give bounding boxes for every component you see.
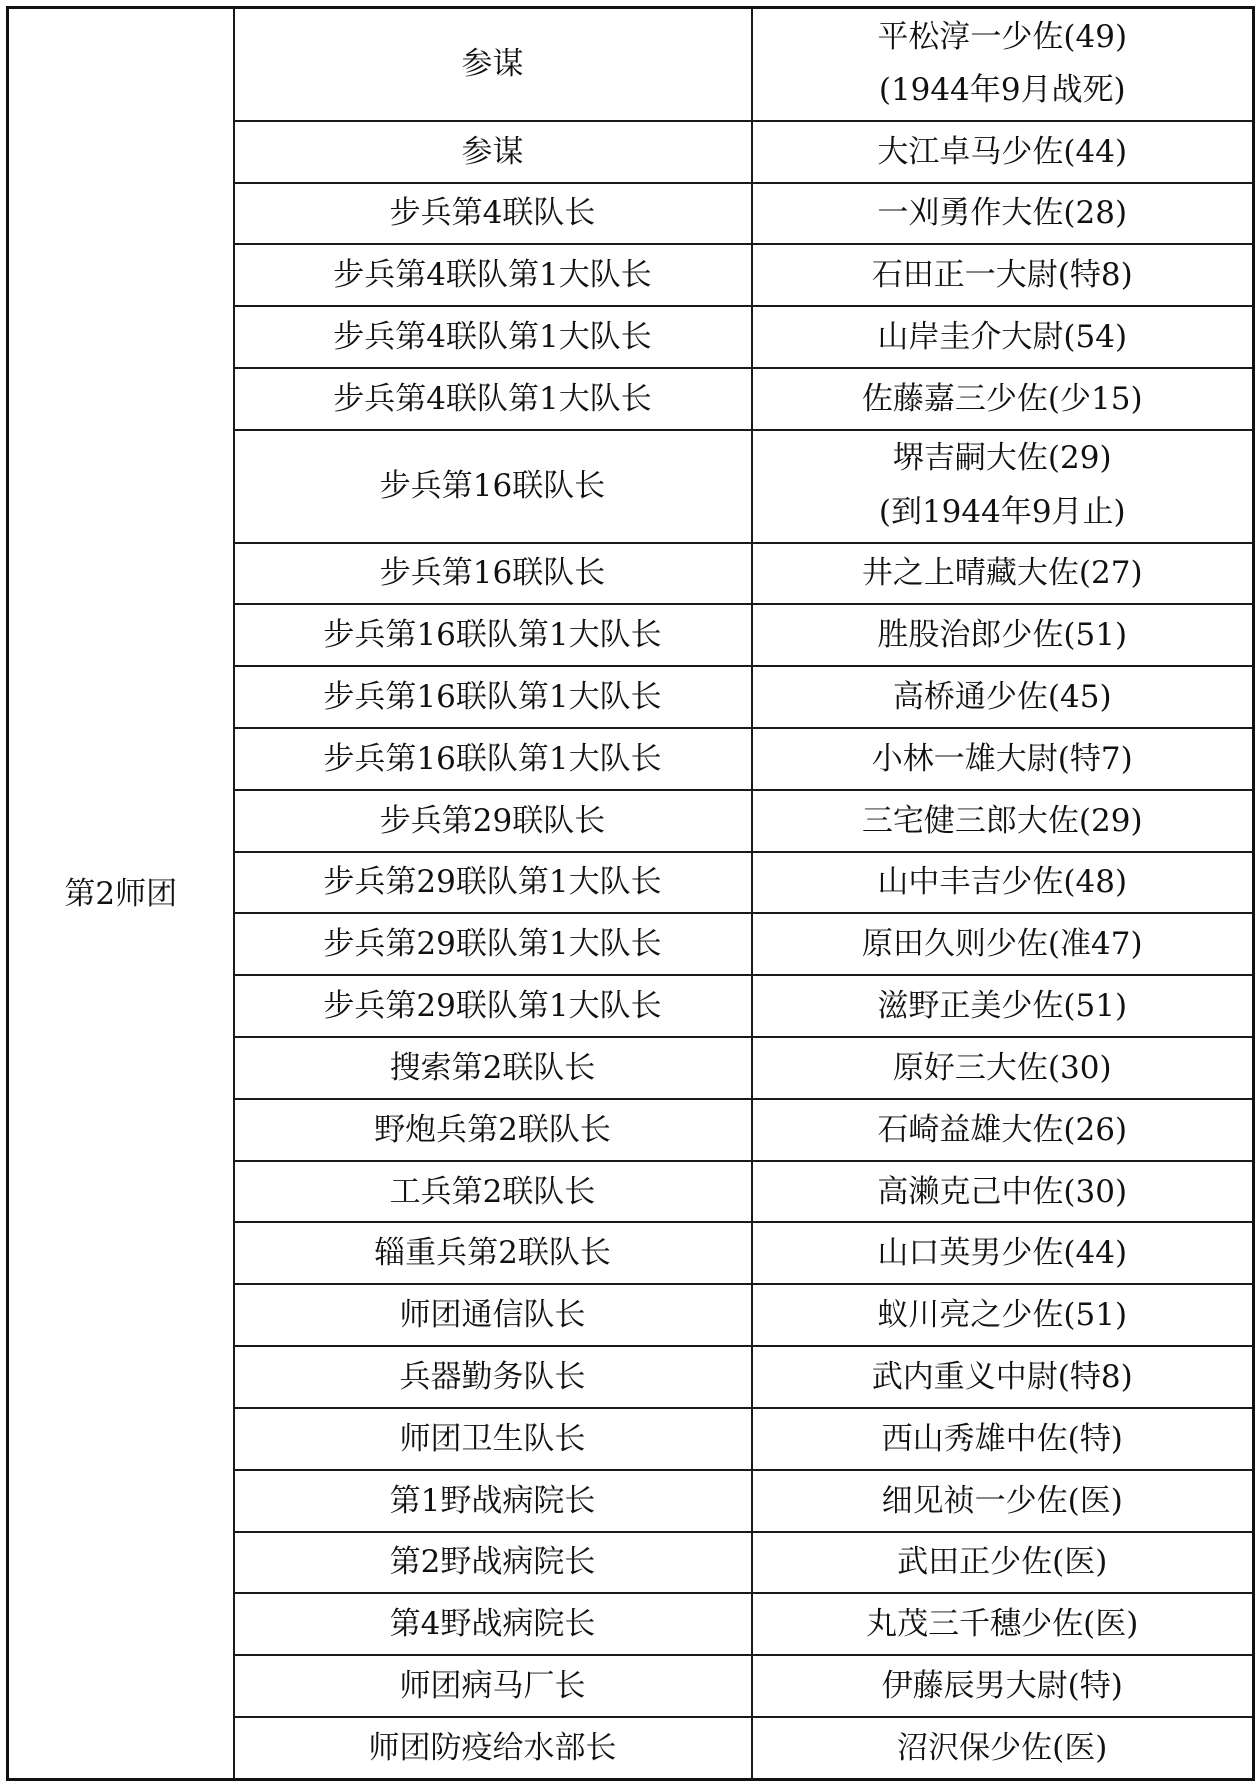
position-cell: 步兵第29联队第1大队长: [234, 913, 752, 975]
officer-cell: [752, 1222, 1254, 1284]
officer-name: 一刈勇作大佐(28): [877, 195, 1128, 232]
position-cell: 步兵第16联队第1大队长: [234, 666, 752, 728]
officer-name: 胜股治郎少佐(51): [877, 617, 1128, 654]
officer-name: 蚁川亮之少佐(51): [877, 1297, 1128, 1334]
position-cell: 参谋: [234, 8, 752, 121]
officer-name: 原好三大佐(30): [892, 1049, 1112, 1086]
officer-name: 武田正少佐(医): [897, 1544, 1108, 1581]
officer-name: 平松淳一少佐(49): [877, 18, 1128, 55]
officer-name: 细见祯一少佐(医): [881, 1482, 1123, 1519]
officer-cell: [752, 1593, 1254, 1655]
officer-name: 山中丰吉少佐(48): [877, 864, 1128, 901]
position-cell: 师团防疫给水部长: [234, 1717, 752, 1780]
position-cell: 第2野战病院长: [234, 1532, 752, 1594]
officer-cell: [752, 1408, 1254, 1470]
position-cell: 步兵第4联队第1大队长: [234, 368, 752, 430]
position-cell: 第1野战病院长: [234, 1470, 752, 1532]
officer-cell: [752, 852, 1254, 914]
officer-cell: [752, 666, 1254, 728]
officer-name: 大江卓马少佐(44): [877, 133, 1128, 170]
position-cell: 步兵第4联队第1大队长: [234, 306, 752, 368]
division-cell: 第2师团: [8, 8, 234, 1780]
officer-name: 小林一雄大尉(特7): [871, 740, 1133, 777]
position-cell: 野炮兵第2联队长: [234, 1099, 752, 1161]
position-cell: 步兵第16联队长: [234, 543, 752, 605]
position-cell: 步兵第4联队长: [234, 183, 752, 245]
officer-table: [6, 6, 1255, 1781]
position-cell: 工兵第2联队长: [234, 1161, 752, 1223]
officer-cell: [752, 913, 1254, 975]
officer-cell: [752, 8, 1254, 121]
position-cell: 第4野战病院长: [234, 1593, 752, 1655]
officer-cell: [752, 1470, 1254, 1532]
position-cell: 师团卫生队长: [234, 1408, 752, 1470]
officer-cell: [752, 1161, 1254, 1223]
officer-name: 高桥通少佐(45): [892, 679, 1112, 716]
officer-name: 三宅健三郎大佐(29): [861, 802, 1143, 839]
position-cell: 步兵第29联队第1大队长: [234, 852, 752, 914]
position-cell: 师团通信队长: [234, 1284, 752, 1346]
officer-cell: [752, 1037, 1254, 1099]
officer-name: 山岸圭介大尉(54): [877, 319, 1128, 356]
officer-name: 井之上晴藏大佐(27): [861, 555, 1143, 592]
officer-cell: [752, 121, 1254, 183]
officer-cell: [752, 1717, 1254, 1780]
officer-note: (1944年9月战死): [878, 72, 1126, 109]
table-row: [8, 8, 1254, 121]
officer-name: 原田久则少佐(准47): [861, 926, 1143, 963]
position-cell: 步兵第16联队长: [234, 430, 752, 543]
officer-name: 丸茂三千穗少佐(医): [866, 1606, 1139, 1643]
officer-cell: [752, 368, 1254, 430]
position-cell: 师团病马厂长: [234, 1655, 752, 1717]
officer-cell: [752, 244, 1254, 306]
officer-name: 山口英男少佐(44): [877, 1235, 1128, 1272]
position-cell: 步兵第4联队第1大队长: [234, 244, 752, 306]
officer-name: 石崎益雄大佐(26): [877, 1111, 1128, 1148]
officer-name: 佐藤嘉三少佐(少15): [861, 380, 1143, 417]
officer-cell: [752, 975, 1254, 1037]
officer-cell: [752, 1099, 1254, 1161]
position-cell: 搜索第2联队长: [234, 1037, 752, 1099]
officer-table-body: [8, 8, 1254, 1780]
officer-cell: [752, 430, 1254, 543]
officer-name: 石田正一大尉(特8): [871, 257, 1133, 294]
officer-cell: [752, 306, 1254, 368]
officer-cell: [752, 1655, 1254, 1717]
officer-name: 武内重义中尉(特8): [871, 1358, 1133, 1395]
officer-name: 西山秀雄中佐(特): [881, 1420, 1123, 1457]
officer-cell: [752, 728, 1254, 790]
officer-name: 伊藤辰男大尉(特): [881, 1668, 1123, 1705]
officer-cell: [752, 543, 1254, 605]
position-cell: 步兵第29联队长: [234, 790, 752, 852]
position-cell: 步兵第29联队第1大队长: [234, 975, 752, 1037]
officer-name: 滋野正美少佐(51): [877, 988, 1128, 1025]
officer-note: (到1944年9月止): [878, 494, 1126, 531]
officer-name: 沼沢保少佐(医): [897, 1729, 1108, 1766]
officer-cell: [752, 604, 1254, 666]
officer-cell: [752, 1346, 1254, 1408]
position-cell: 兵器勤务队长: [234, 1346, 752, 1408]
officer-cell: [752, 1532, 1254, 1594]
officer-cell: [752, 183, 1254, 245]
position-cell: 步兵第16联队第1大队长: [234, 604, 752, 666]
position-cell: 辎重兵第2联队长: [234, 1222, 752, 1284]
officer-name: 高濑克己中佐(30): [877, 1173, 1128, 1210]
officer-cell: [752, 790, 1254, 852]
position-cell: 参谋: [234, 121, 752, 183]
position-cell: 步兵第16联队第1大队长: [234, 728, 752, 790]
officer-cell: [752, 1284, 1254, 1346]
officer-name: 堺吉嗣大佐(29): [892, 440, 1112, 477]
